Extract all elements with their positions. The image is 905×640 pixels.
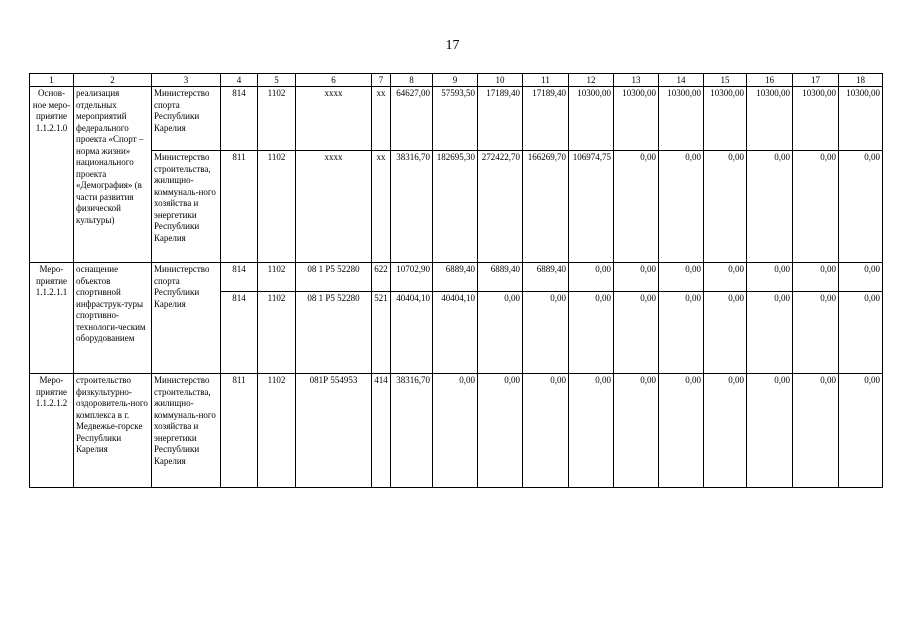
header-cell: 18 (839, 74, 883, 87)
value-cell: 0,00 (659, 263, 704, 292)
value-cell: 0,00 (569, 292, 614, 374)
value-cell: 166269,70 (523, 151, 569, 263)
value-cell: 106974,75 (569, 151, 614, 263)
code-cell: 414 (372, 374, 391, 488)
value-cell: 0,00 (614, 292, 659, 374)
value-cell: 0,00 (704, 374, 747, 488)
code-cell: 08 1 P5 52280 (296, 263, 372, 292)
value-cell: 0,00 (839, 151, 883, 263)
code-cell: хххх (296, 87, 372, 151)
value-cell: 0,00 (793, 374, 839, 488)
header-cell: 14 (659, 74, 704, 87)
code-cell: 814 (221, 87, 258, 151)
executor-cell: Министерство спорта Республики Карелия (152, 87, 221, 151)
table-row (30, 374, 883, 488)
value-cell: 6889,40 (433, 263, 478, 292)
value-cell: 0,00 (614, 151, 659, 263)
value-cell: 272422,70 (478, 151, 523, 263)
value-cell: 10300,00 (747, 87, 793, 151)
value-cell: 0,00 (523, 374, 569, 488)
header-cell: 2 (74, 74, 152, 87)
header-cell: 17 (793, 74, 839, 87)
budget-table (29, 73, 883, 488)
value-cell: 0,00 (523, 292, 569, 374)
header-cell: 7 (372, 74, 391, 87)
value-cell: 0,00 (839, 263, 883, 292)
value-cell: 0,00 (433, 374, 478, 488)
value-cell: 0,00 (569, 263, 614, 292)
value-cell: 0,00 (793, 151, 839, 263)
code-cell: 1102 (258, 292, 296, 374)
description-cell: оснащение объектов спортивной инфраструк-туры спортивно-технологи-ческим оборудованием (74, 263, 152, 374)
code-cell: 814 (221, 263, 258, 292)
value-cell: 0,00 (747, 263, 793, 292)
header-cell: 16 (747, 74, 793, 87)
value-cell: 10300,00 (659, 87, 704, 151)
value-cell: 0,00 (478, 292, 523, 374)
header-cell: 5 (258, 74, 296, 87)
value-cell: 182695,30 (433, 151, 478, 263)
value-cell: 0,00 (747, 374, 793, 488)
header-cell: 15 (704, 74, 747, 87)
value-cell: 40404,10 (433, 292, 478, 374)
code-cell: 622 (372, 263, 391, 292)
value-cell: 10300,00 (793, 87, 839, 151)
value-cell: 40404,10 (391, 292, 433, 374)
value-cell: 0,00 (704, 151, 747, 263)
code-cell: 1102 (258, 263, 296, 292)
code-cell: 1102 (258, 87, 296, 151)
header-row (30, 74, 883, 87)
value-cell: 38316,70 (391, 151, 433, 263)
executor-cell: Министерство строительства, жилищно-коммуналь-ного хозяйства и энергетики Республики Карелия (152, 374, 221, 488)
code-cell: 1102 (258, 151, 296, 263)
header-cell: 3 (152, 74, 221, 87)
table-row (30, 263, 883, 292)
code-cell: 521 (372, 292, 391, 374)
code-cell: 811 (221, 374, 258, 488)
value-cell: 0,00 (569, 374, 614, 488)
value-cell: 10300,00 (839, 87, 883, 151)
header-cell: 1 (30, 74, 74, 87)
value-cell: 0,00 (659, 292, 704, 374)
activity-cell: Меро-приятие 1.1.2.1.2 (30, 374, 74, 488)
header-cell: 11 (523, 74, 569, 87)
value-cell: 17189,40 (523, 87, 569, 151)
page-number: 17 (445, 38, 460, 53)
table-row (30, 87, 883, 151)
value-cell: 57593,50 (433, 87, 478, 151)
value-cell: 0,00 (704, 292, 747, 374)
code-cell: хххх (296, 151, 372, 263)
value-cell: 10300,00 (569, 87, 614, 151)
header-cell: 6 (296, 74, 372, 87)
value-cell: 10300,00 (614, 87, 659, 151)
value-cell: 0,00 (793, 263, 839, 292)
description-cell: реализация отдельных мероприятий федерального проекта «Спорт – норма жизни» национального проекта «Демография» (в части развития физической культуры) (74, 87, 152, 263)
code-cell: 08 1 P5 52280 (296, 292, 372, 374)
activity-cell: Основ-ное меро-приятие 1.1.2.1.0 (30, 87, 74, 263)
header-cell: 12 (569, 74, 614, 87)
header-cell: 8 (391, 74, 433, 87)
value-cell: 0,00 (839, 292, 883, 374)
value-cell: 0,00 (659, 151, 704, 263)
code-cell: хх (372, 151, 391, 263)
value-cell: 6889,40 (523, 263, 569, 292)
value-cell: 0,00 (614, 263, 659, 292)
value-cell: 0,00 (659, 374, 704, 488)
header-cell: 13 (614, 74, 659, 87)
code-cell: хх (372, 87, 391, 151)
value-cell: 10300,00 (704, 87, 747, 151)
table-row (30, 151, 883, 263)
value-cell: 10702,90 (391, 263, 433, 292)
value-cell: 0,00 (478, 374, 523, 488)
header-cell: 10 (478, 74, 523, 87)
value-cell: 64627,00 (391, 87, 433, 151)
value-cell: 0,00 (839, 374, 883, 488)
value-cell: 0,00 (747, 151, 793, 263)
value-cell: 6889,40 (478, 263, 523, 292)
activity-cell: Меро-приятие 1.1.2.1.1 (30, 263, 74, 374)
code-cell: 811 (221, 151, 258, 263)
executor-cell: Министерство спорта Республики Карелия (152, 263, 221, 374)
value-cell: 0,00 (793, 292, 839, 374)
value-cell: 38316,70 (391, 374, 433, 488)
code-cell: 1102 (258, 374, 296, 488)
value-cell: 0,00 (614, 374, 659, 488)
value-cell: 0,00 (747, 292, 793, 374)
code-cell: 081Р 554953 (296, 374, 372, 488)
value-cell: 0,00 (704, 263, 747, 292)
executor-cell: Министерство строительства, жилищно-коммуналь-ного хозяйства и энергетики Республики Карелия (152, 151, 221, 263)
description-cell: строительство физкультурно-оздоровитель-ного комплекса в г. Медвежье-горске Республики Карелия (74, 374, 152, 488)
header-cell: 9 (433, 74, 478, 87)
value-cell: 17189,40 (478, 87, 523, 151)
header-cell: 4 (221, 74, 258, 87)
code-cell: 814 (221, 292, 258, 374)
